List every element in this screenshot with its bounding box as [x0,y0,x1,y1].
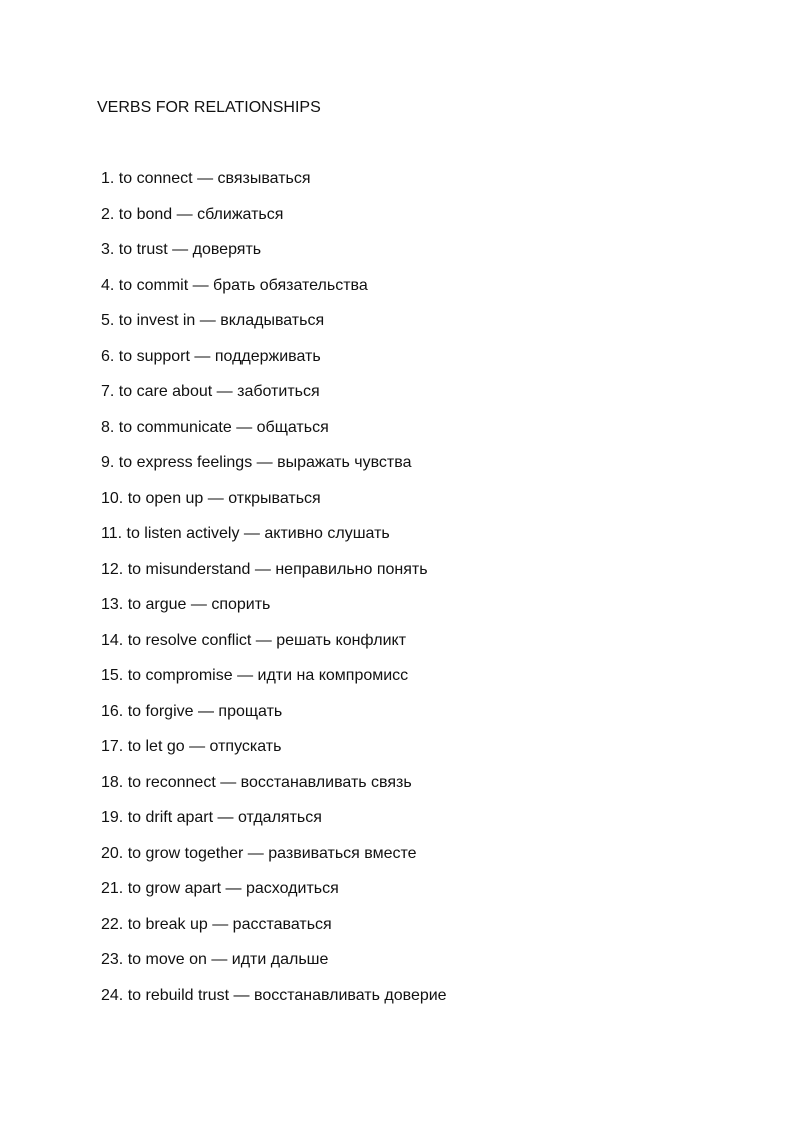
entry-term: to connect [118,170,193,187]
list-item [101,736,447,772]
list-item [101,204,447,240]
entry-translation: активно слушать [264,525,390,542]
entry-number: 10. [101,489,124,507]
entry-term: to trust [118,241,168,258]
list-item [101,985,447,1021]
entry-translation: вкладываться [220,312,325,329]
entry-number: 22. [101,915,124,933]
list-item [101,488,447,524]
entry-number: 24. [101,986,124,1004]
entry-translation: общаться [256,418,329,436]
entry-term: to misunderstand [127,560,251,578]
entry-translation: решать конфликт [276,631,407,649]
entry-dash: — [243,525,260,542]
entry-term: to break up [127,915,208,933]
list-item [101,559,447,595]
entry-translation: открываться [228,489,321,507]
entry-dash: — [197,170,214,187]
list-item [101,346,447,382]
entry-translation: спорить [211,596,271,613]
entry-dash: — [176,205,193,223]
list-item [101,701,447,737]
entry-translation: заботиться [237,383,320,400]
entry-term: to resolve conflict [127,631,252,649]
entry-term: to rebuild trust [127,986,230,1004]
entry-term: to grow apart [127,880,222,897]
entry-term: to move on [127,951,207,968]
entry-number: 4. [101,276,115,294]
entry-number: 23. [101,951,124,968]
entry-dash: — [194,347,211,365]
entry-dash: — [255,631,272,649]
list-item [101,772,447,808]
entry-dash: — [254,560,271,578]
entry-translation: идти дальше [231,951,329,968]
entry-translation: отдаляться [237,809,322,826]
entry-term: to listen actively [126,525,240,542]
entry-dash: — [190,596,207,613]
entry-dash: — [256,454,273,471]
entry-number: 21. [101,880,124,897]
entry-number: 1. [101,170,115,187]
entry-translation: восстанавливать доверие [254,986,447,1004]
entry-number: 20. [101,844,124,862]
entry-term: to drift apart [127,809,214,826]
entry-term: to reconnect [127,773,216,791]
entry-dash: — [199,312,216,329]
entry-term: to express feelings [118,454,253,471]
entry-translation: связываться [217,170,311,187]
entry-dash: — [197,702,214,720]
entry-number: 17. [101,738,124,755]
entry-term: to invest in [118,312,196,329]
entry-term: to open up [127,489,204,507]
entry-number: 3. [101,241,115,258]
entry-translation: развиваться вместе [268,844,417,862]
entry-dash: — [172,241,189,258]
list-item [101,239,447,275]
entry-number: 7. [101,383,115,400]
entry-term: to let go [127,738,185,755]
entry-number: 8. [101,418,115,436]
entry-number: 15. [101,667,124,684]
entry-translation: брать обязательства [213,276,368,294]
entry-term: to support [118,347,190,365]
entry-term: to care about [118,383,213,400]
entry-number: 9. [101,454,115,471]
entry-translation: идти на компромисс [257,667,409,684]
vocabulary-list [101,168,447,1020]
list-item [101,807,447,843]
entry-number: 6. [101,347,115,365]
entry-dash: — [216,383,233,400]
list-item [101,523,447,559]
entry-number: 19. [101,809,124,826]
entry-translation: сближаться [197,205,284,223]
entry-dash: — [237,667,254,684]
entry-term: to argue [127,596,187,613]
entry-translation: неправильно понять [275,560,428,578]
entry-dash: — [236,418,253,436]
entry-dash: — [220,773,237,791]
entry-translation: восстанавливать связь [240,773,412,791]
entry-dash: — [207,489,224,507]
entry-dash: — [211,951,228,968]
entry-dash: — [233,986,250,1004]
entry-dash: — [189,738,206,755]
list-item [101,275,447,311]
entry-term: to compromise [127,667,233,684]
entry-number: 2. [101,205,115,223]
list-item [101,452,447,488]
list-item [101,843,447,879]
entry-number: 18. [101,773,124,791]
entry-dash: — [247,844,264,862]
entry-term: to forgive [127,702,194,720]
entry-translation: прощать [218,702,283,720]
list-item [101,949,447,985]
entry-term: to communicate [118,418,232,436]
list-item [101,878,447,914]
entry-translation: отпускать [209,738,282,755]
entry-number: 11. [101,525,123,542]
list-item [101,630,447,666]
entry-translation: расходиться [246,880,339,897]
list-item [101,914,447,950]
entry-term: to bond [118,205,173,223]
entry-number: 13. [101,596,124,613]
list-item [101,168,447,204]
entry-number: 16. [101,702,124,720]
list-item [101,594,447,630]
list-item [101,310,447,346]
list-item [101,381,447,417]
entry-term: to commit [118,276,189,294]
entry-term: to grow together [127,844,244,862]
entry-number: 14. [101,631,124,649]
entry-number: 5. [101,312,115,329]
entry-dash: — [192,276,209,294]
entry-translation: выражать чувства [277,454,412,471]
entry-number: 12. [101,560,124,578]
entry-dash: — [212,915,229,933]
entry-translation: расставаться [232,915,332,933]
list-item [101,665,447,701]
entry-translation: поддерживать [214,347,321,365]
entry-dash: — [217,809,234,826]
entry-dash: — [225,880,242,897]
entry-translation: доверять [192,241,262,258]
document-title: VERBS FOR RELATIONSHIPS [97,99,321,116]
list-item [101,417,447,453]
